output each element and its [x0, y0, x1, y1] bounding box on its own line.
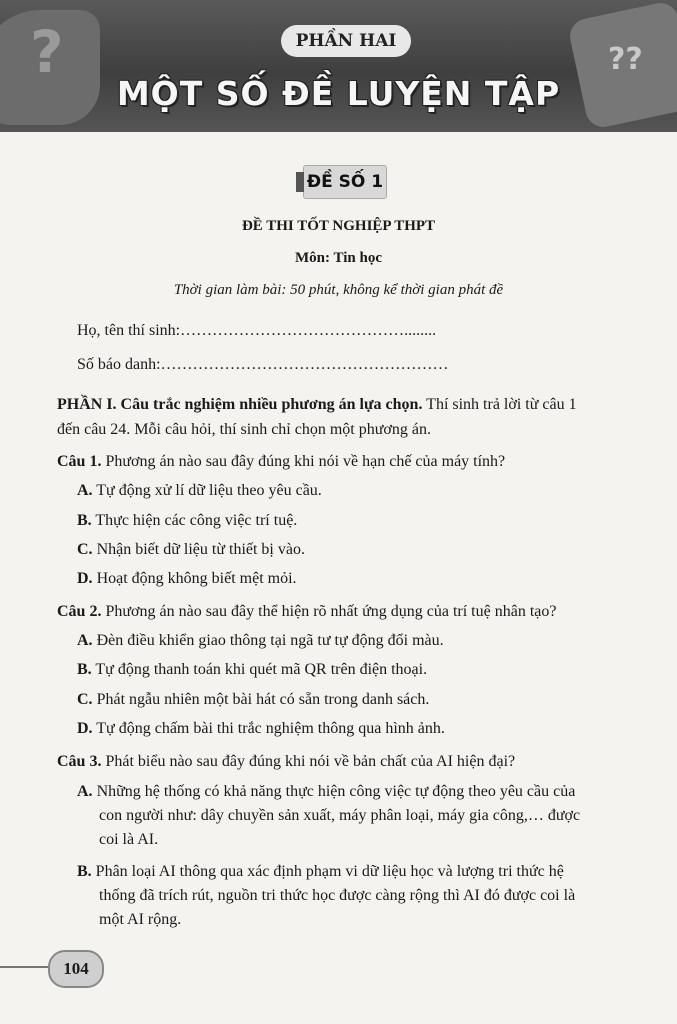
page-title: MỘT SỐ ĐỀ LUYỆN TẬP [116, 74, 561, 113]
page-number: 104 [48, 950, 104, 988]
section-intro [57, 396, 577, 414]
q3-option-a-line2: con người như: dây chuyền sản xuất, máy phân loại, máy gia công,… được [99, 807, 581, 824]
section-title: PHẦN I. Câu trắc nghiệm nhiều phương án lựa chọn. [57, 396, 423, 413]
part-label: PHẦN HAI [281, 25, 411, 57]
section-intro-text: Thí sinh trả lời từ câu 1 [422, 396, 577, 413]
q3-option-b-line2: thống đã trích rút, nguồn tri thức học được càng rộng thì AI đó được coi là [99, 887, 576, 904]
question-label: Câu 3. [57, 753, 102, 770]
q3-option-a: A. Những hệ thống có khả năng thực hiện công việc tự động theo yêu cầu của [77, 783, 576, 800]
q1-option-a: A. Tự động xử lí dữ liệu theo yêu cầu. [77, 482, 322, 499]
q3-option-a-line3: coi là AI. [99, 831, 159, 848]
q2-option-c: C. Phát ngẫu nhiên một bài hát có sẵn trong danh sách. [77, 691, 430, 708]
question-3 [57, 753, 515, 771]
q3-option-b-line3: một AI rộng. [99, 911, 182, 928]
exam-number-badge: ĐỀ SỐ 1 [303, 165, 387, 199]
candidate-name-line: Họ, tên thí sinh:……………………………………........ [77, 322, 437, 339]
exam-heading: ĐỀ THI TỐT NGHIỆP THPT [241, 218, 436, 234]
question-mark-icon: ? [30, 18, 64, 86]
question-text: Phát biểu nào sau đây đúng khi nói về bản chất của AI hiện đại? [101, 753, 516, 770]
question-text: Phương án nào sau đây đúng khi nói về hạn chế của máy tính? [101, 453, 506, 470]
candidate-id-line: Số báo danh:……………………………………………… [77, 356, 449, 373]
q3-option-b: B. Phân loại AI thông qua xác định phạm vi dữ liệu học và lượng tri thức hệ [77, 863, 564, 880]
question-2 [57, 603, 556, 621]
q1-option-d: D. Hoạt động không biết mệt mỏi. [77, 570, 297, 587]
exam-time-note: Thời gian làm bài: 50 phút, không kể thời gian phát đề [173, 282, 504, 298]
q2-option-b: B. Tự động thanh toán khi quét mã QR trên điện thoại. [77, 661, 428, 678]
question-label: Câu 2. [57, 603, 102, 620]
header-banner [0, 0, 677, 132]
question-marks-icon: ?? [608, 42, 643, 77]
q2-option-d: D. Tự động chấm bài thi trắc nghiệm thông qua hình ảnh. [77, 720, 445, 737]
page-number-line [0, 966, 50, 968]
q1-option-c: C. Nhận biết dữ liệu từ thiết bị vào. [77, 541, 305, 558]
q1-option-b: B. Thực hiện các công việc trí tuệ. [77, 512, 298, 529]
exam-subject: Môn: Tin học [295, 250, 382, 266]
section-intro-line2: đến câu 24. Mỗi câu hỏi, thí sinh chỉ chọn một phương án. [57, 421, 431, 438]
question-label: Câu 1. [57, 453, 102, 470]
q2-option-a: A. Đèn điều khiển giao thông tại ngã tư tự động đổi màu. [77, 632, 444, 649]
question-text: Phương án nào sau đây thể hiện rõ nhất ứng dụng của trí tuệ nhân tạo? [101, 603, 557, 620]
question-1 [57, 453, 505, 471]
